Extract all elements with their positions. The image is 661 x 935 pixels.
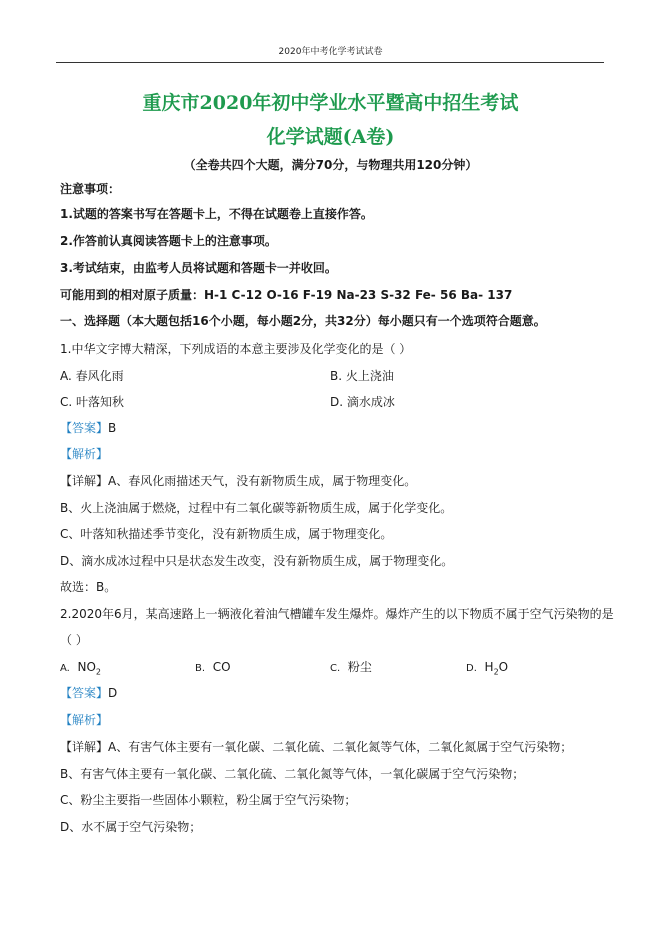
q1-detail-line: C、叶落知秋描述季节变化，没有新物质生成，属于物理变化。 <box>60 527 393 541</box>
note-item: 2.作答前认真阅读答题卡上的注意事项。 <box>60 234 277 248</box>
q1-option-a: A. 春风化雨 <box>60 369 124 383</box>
q2-option-d: D. $H_2O$ <box>466 660 509 677</box>
notes-heading: 注意事项： <box>60 182 121 196</box>
exam-title: 重庆市2020年初中学业水平暨高中招生考试 <box>142 92 519 114</box>
q2-answer <box>60 685 117 701</box>
q2-option-b: B. CO <box>195 660 231 674</box>
answer-value: D <box>108 686 118 700</box>
section-heading: 一、选择题（本大题包括16个小题，每小题2分，共32分）每小题只有一个选项符合题意。 <box>60 314 546 328</box>
answer-value: B <box>108 421 117 435</box>
q1-detail-line <box>60 473 416 489</box>
q2-detail-line: D、水不属于空气污染物； <box>60 820 202 834</box>
q2-detail-line: B、有害气体主要有一氧化碳、二氧化硫、二氧化氮等气体，一氧化碳属于空气污染物； <box>60 767 525 781</box>
exam-subtitle: （全卷共四个大题，满分70分，与物理共用120分钟） <box>183 158 478 172</box>
header-divider <box>56 62 604 63</box>
q2-option-a: A. $NO_2$ <box>60 660 101 677</box>
page-header: 2020年中考化学考试试卷 <box>278 47 383 57</box>
q1-detail-line: D、滴水成冰过程中只是状态发生改变，没有新物质生成，属于物理变化。 <box>60 554 454 568</box>
q1-conclusion: 故选：B。 <box>60 580 117 594</box>
q2-detail-line: C、粉尘主要指一些固体小颗粒，粉尘属于空气污染物； <box>60 793 357 807</box>
q2-detail-line <box>60 739 572 755</box>
q1-answer <box>60 420 116 436</box>
q1-detail-line: B、火上浇油属于燃烧，过程中有二氧化碳等新物质生成，属于化学变化。 <box>60 501 453 515</box>
q1-option-c: C. 叶落知秋 <box>60 395 125 409</box>
q1-option-d: D. 滴水成冰 <box>330 395 395 409</box>
answer-tag: 【答案】 <box>60 421 109 435</box>
question-2-stem: 2.2020年6月，某高速路上一辆液化着油气槽罐车发生爆炸。爆炸产生的以下物质不属于空气污染物的是 <box>60 607 614 621</box>
q2-option-c: C. 粉尘 <box>330 660 372 674</box>
question-1-stem: 1.中华文字博大精深，下列成语的本意主要涉及化学变化的是（ ） <box>60 342 412 356</box>
atomic-masses: 可能用到的相对原子质量：H-1 C-12 O-16 F-19 Na-23 S-32 Fe- 56 Ba- 137 <box>60 288 513 302</box>
note-item: 3.考试结束，由监考人员将试题和答题卡一并收回。 <box>60 261 337 275</box>
q1-option-b: B. 火上浇油 <box>330 369 394 383</box>
detail-tag: 【详解】 <box>60 474 109 488</box>
q2-analysis-tag: 【解析】 <box>60 713 109 727</box>
question-2-stem-cont: （ ） <box>60 633 88 647</box>
detail-text: A、有害气体主要有一氧化碳、二氧化硫、二氧化氮等气体，二氧化氮属于空气污染物； <box>108 740 573 754</box>
q1-analysis-tag: 【解析】 <box>60 447 109 461</box>
detail-tag: 【详解】 <box>60 740 109 754</box>
answer-tag: 【答案】 <box>60 686 109 700</box>
note-item: 1.试题的答案书写在答题卡上，不得在试题卷上直接作答。 <box>60 207 373 221</box>
exam-subject-title: 化学试题(A卷) <box>266 126 395 148</box>
detail-text: A、春风化雨描述天气，没有新物质生成，属于物理变化。 <box>108 474 417 488</box>
